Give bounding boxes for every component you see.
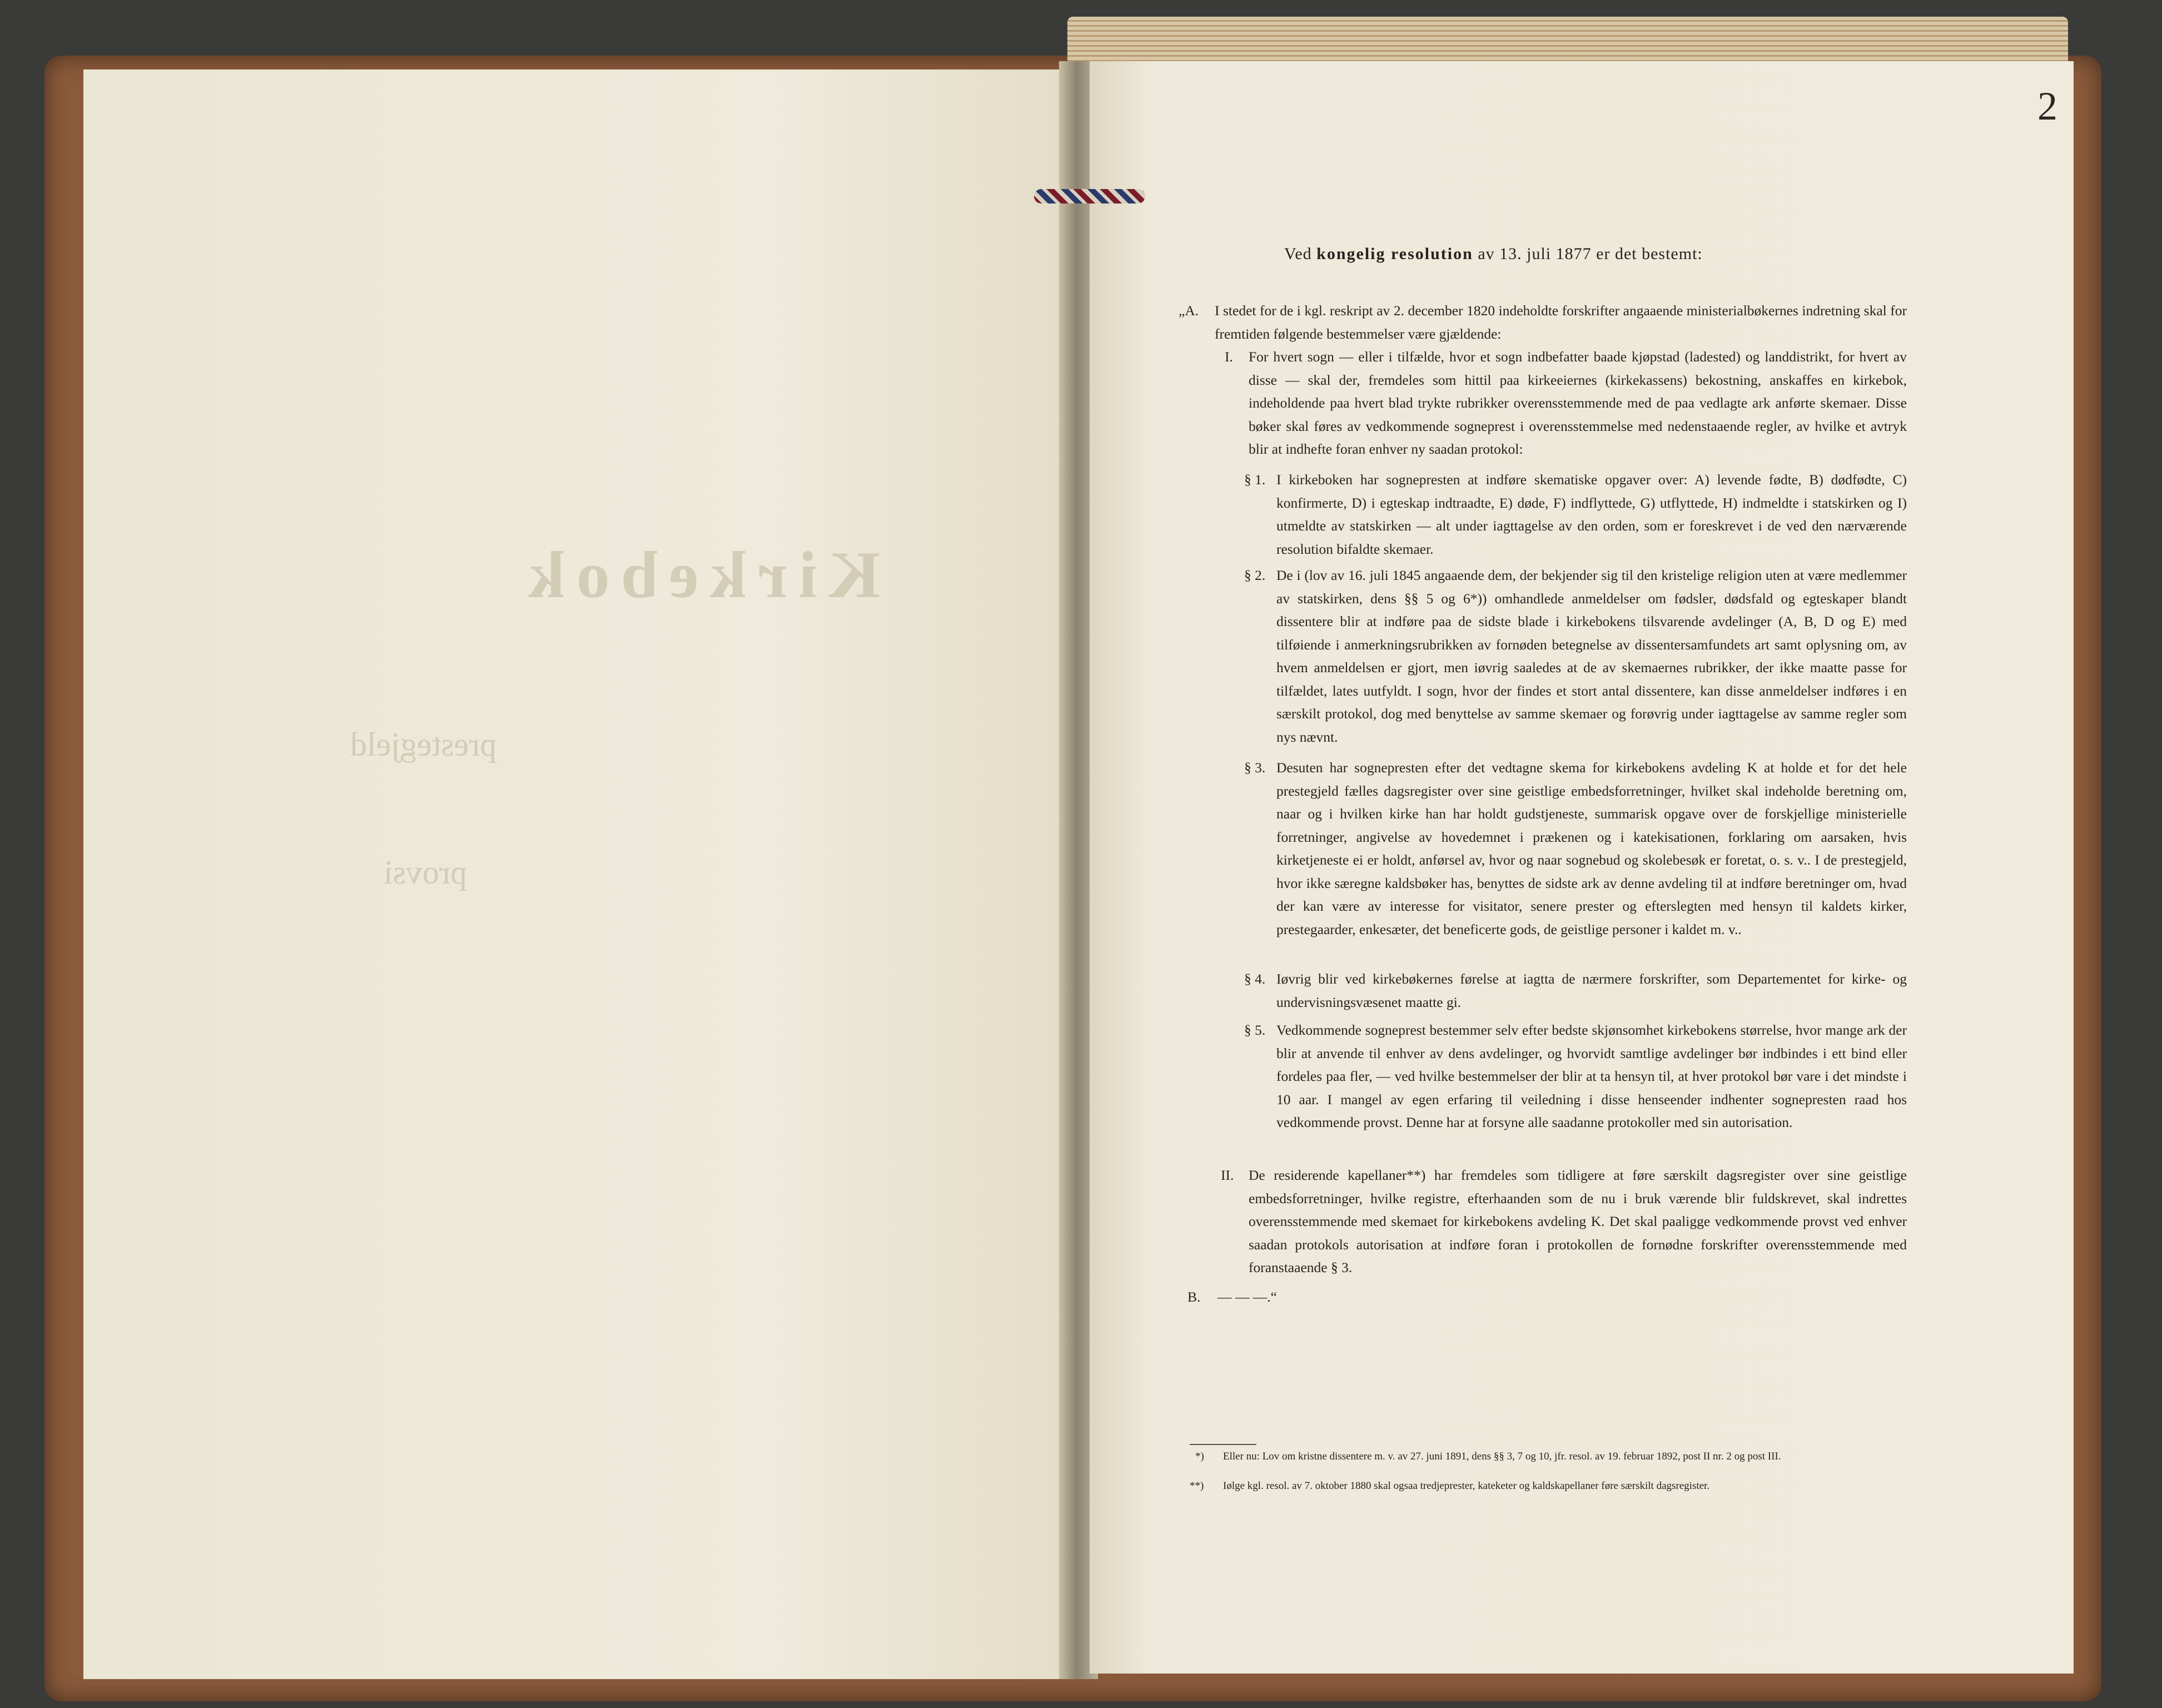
- footnote-1-text: Eller nu: Lov om kristne dissentere m. v. av 27. juni 1891, dens §§ 3, 7 og 10, jfr. resol. av 19. februar 1892, post II nr. 2 og post III.: [1223, 1451, 1781, 1462]
- paragraph-5-text: Vedkommende sogneprest bestemmer selv efter bedste skjønsomhet kirkebokens størrelse, hvor mange ark der blir at anvende til enhver av dens avdelinger, og hvorvidt samtlige avdelinger bør indbindes i ett bind eller fordeles paa fler, — ved hvilke bestemmelser der blir at ta hensyn til, at hver protokol bør vare i det mindste i 10 aar. I mangel av egen erfaring til veiledning i disse henseender indhenter sognepresten raad hos vedkommende provst. Denne har at forsyne alle saadanne protokoller med sin autorisation.: [1276, 1022, 1907, 1130]
- paragraph-2-text: De i (lov av 16. juli 1845 angaaende dem, der bekjender sig til den kristelige religion uten at være medlemmer av statskirken, dens §§ 5 og 6*)) omhandlede anmeldelser om fødsler, dødsfald og egteskaper blandt dissentere blir at indføre paa de sidste blade i kirkebokens tilsvarende avdelinger (A, B, D og E) med tilføiende i anmerkningsrubrikken av fornøden betegnelse av dissentersamfundets art samt oplysning om, av hvem anmeldelsen er gjort, men iøvrig saaledes at de av skemaernes rubrikker, der ikke maatte passe for tilfældet, lates uutfyldt. I sogn, hvor der findes et stort antal dissentere, kan disse anmeldelser indføres i en særskilt protokol, dog med benyttelse av samme skemaer og forøvrig under iagttagelse av samme regler som nys nævnt.: [1276, 567, 1907, 745]
- left-page: [83, 69, 1067, 1679]
- part-ii-text: De residerende kapellaner**) har fremdeles som tidligere at føre særskilt dagsregister over sine geistlige embedsforretninger, hvilke registre, efterhaanden som de nu i bruk værende blir fuldskrevet, skal indrettes overensstemmende med skemaet for kirkebokens avdeling K. Det skal paaligge vedkommende provst ved enhver saadan protokols autorisation at indføre foran i protokollen de fornødne forskrifter overensstemmende med foranstaaende § 3.: [1249, 1167, 1907, 1275]
- section-a-label: „A.: [1179, 302, 1199, 319]
- section-b-label: B.: [1187, 1289, 1201, 1305]
- paragraph-1-label: § 1.: [1244, 471, 1266, 488]
- bleed-through-line: provsi: [384, 854, 467, 891]
- bookmark-string: [1034, 189, 1145, 203]
- heading-bold: kongelig resolution: [1316, 245, 1473, 263]
- paragraph-4-label: § 4.: [1244, 971, 1266, 987]
- footnote-1-mark: *): [1195, 1451, 1204, 1462]
- part-i-text: For hvert sogn — eller i tilfælde, hvor et sogn indbefatter baade kjøpstad (ladested) og landdistrikt, for hvert av disse — skal der, fremdeles som hittil paa kirkeeiernes (kirkekassens) bekostning, anskaffes en kirkebok, indeholdende paa hvert blad trykte rubrikker overensstemmende med de paa vedlagte ark anførte skemaer. Disse bøker skal føres av vedkommende sogneprest i overensstemmelse med nedenstaaende regler, av hvilke et avtryk blir at indhefte foran enhver ny saadan protokol:: [1249, 349, 1907, 457]
- page-edges: [1067, 17, 2068, 64]
- page-number: 2: [2037, 84, 2057, 128]
- bleed-through-title: Kirkebok: [517, 538, 881, 612]
- paragraph-3-label: § 3.: [1244, 759, 1266, 776]
- section-b-text: — — —.“: [1217, 1289, 1277, 1305]
- bleed-through-line: prestegjeld: [350, 726, 497, 763]
- paragraph-2-label: § 2.: [1244, 567, 1266, 583]
- paragraph-4-text: Iøvrig blir ved kirkebøkernes førelse at iagtta de nærmere forskrifter, som Departementet for kirke- og undervisningsvæsenet maatte gi.: [1276, 971, 1907, 1010]
- part-ii-label: II.: [1221, 1167, 1234, 1183]
- page-heading: [1284, 245, 1703, 264]
- paragraph-3-text: Desuten har sognepresten efter det vedtagne skema for kirkebokens avdeling K at holde et for det hele prestegjeld fælles dagsregister over sine geistlige embedsforretninger, hvilket skal indeholde beretning om, naar og i hvilken kirke han har holdt gudstjeneste, summarisk opgave over de forskjellige ministerielle forretninger, angivelse av hovedemnet i prækenen og i katekisationen, forklaring om aarsaken, hvis kirketjeneste ei er holdt, anførsel av, hvor og naar sognebud og skolebesøk er foretat, o. s. v.. I de prestegjeld, hvor ikke særegne kaldsbøker has, benyttes de sidste ark av denne avdeling til at indføre beretninger om, hvad der kan være av interesse for visitator, senere prester og efterslegten med hensyn til kaldets kirker, prestegaarder, enkesæter, det beneficerte gods, de geistlige personer i kaldet m. v..: [1276, 759, 1907, 937]
- heading-post: av 13. juli 1877 er det bestemt:: [1478, 245, 1703, 263]
- paragraph-5-label: § 5.: [1244, 1022, 1266, 1038]
- footnote-2-text: Iølge kgl. resol. av 7. oktober 1880 skal ogsaa tredjeprester, kateketer og kaldskapellaner føre særskilt dagsregister.: [1223, 1480, 1710, 1492]
- footnote-2-mark: **): [1190, 1480, 1204, 1492]
- section-a-text: I stedet for de i kgl. reskript av 2. december 1820 indeholdte forskrifter angaaende ministerialbøkernes indretning skal for fremtiden følgende bestemmelser være gjældende:: [1215, 302, 1907, 342]
- footnote-rule: [1190, 1444, 1256, 1445]
- part-i-label: I.: [1225, 349, 1233, 365]
- paragraph-1-text: I kirkeboken har sognepresten at indføre skematiske opgaver over: A) levende fødte, B) dødfødte, C) konfirmerte, D) i egteskap indtraadte, E) døde, F) indflyttede, G) utflyttede, H) indmeldte i statskirken og I) utmeldte av statskirken — alt under iagttagelse av den orden, som er foreskrevet i de ved den nærværende resolution bifaldte skemaer.: [1276, 471, 1907, 557]
- heading-pre: Ved: [1284, 245, 1312, 263]
